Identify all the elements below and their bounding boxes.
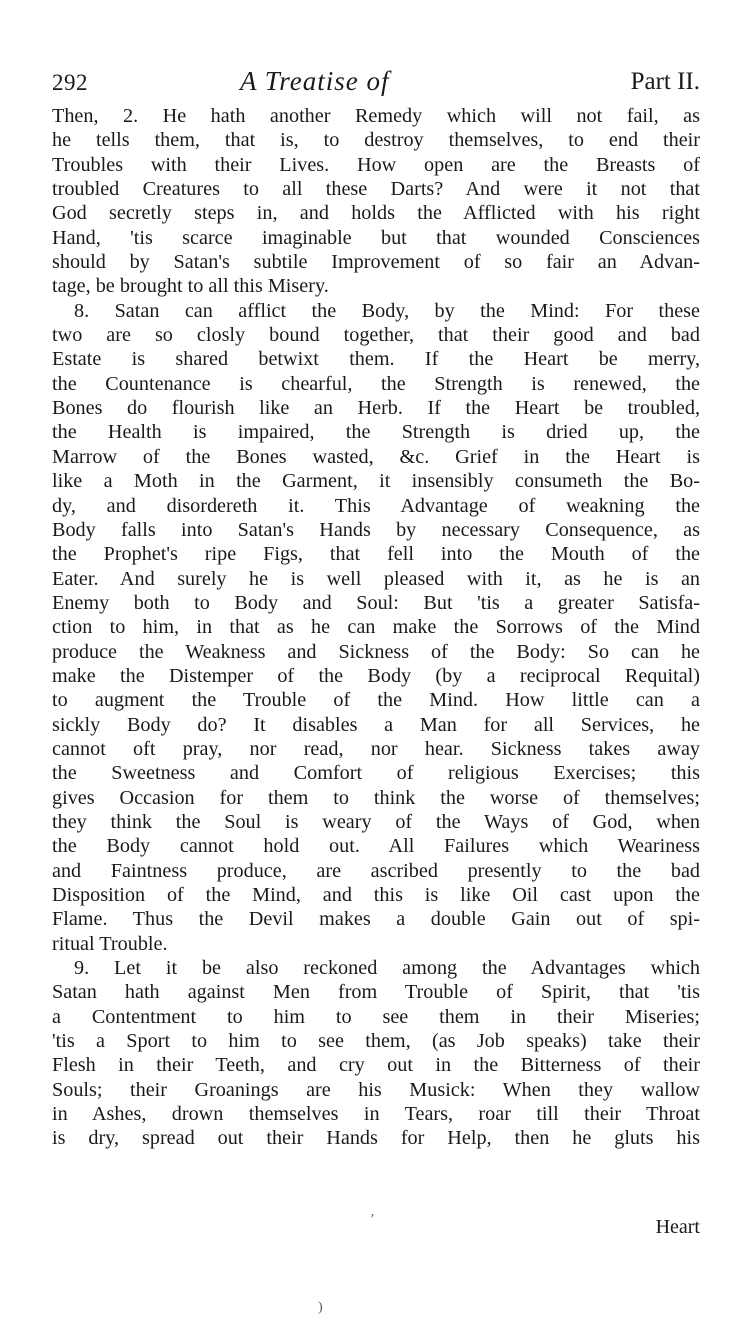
text-line: make the Distemper of the Body (by a reciprocal Requital) xyxy=(52,664,700,687)
text-line: and Faintness produce, are ascribed presently to the bad xyxy=(52,859,700,882)
text-line: tage, be brought to all this Misery. xyxy=(52,275,329,298)
text-line: Eater. And surely he is well pleased with it, as he is an xyxy=(52,567,700,590)
text-line: Marrow of the Bones wasted, &c. Grief in the Heart is xyxy=(52,445,700,468)
text-line: Flesh in their Teeth, and cry out in the Bitterness of their xyxy=(52,1054,700,1077)
text-line: is dry, spread out their Hands for Help, then he gluts his xyxy=(52,1127,700,1150)
catchword: Heart xyxy=(655,1216,700,1238)
text-line: Disposition of the Mind, and this is like Oil cast upon the xyxy=(52,884,700,906)
text-line: like a Moth in the Garment, it insensibly consumeth the Bo- xyxy=(52,470,700,493)
text-line: the Body cannot hold out. All Failures which Weariness xyxy=(52,835,700,858)
text-line: 'tis a Sport to him to see them, (as Job speaks) take their xyxy=(52,1030,700,1053)
paragraph-start-line: 8. Satan can afflict the Body, by the Mind: For these xyxy=(74,299,700,322)
text-line: they think the Soul is weary of the Ways of God, when xyxy=(52,810,700,833)
text-line: gives Occasion for them to think the worse of themselves; xyxy=(52,786,700,809)
text-line: the Sweetness and Comfort of religious Exercises; this xyxy=(52,762,700,785)
text-line: the Prophet's ripe Figs, that fell into the Mouth of the xyxy=(52,543,700,566)
text-line: a Contentment to him to see them in their Miseries; xyxy=(52,1005,700,1028)
paragraph-start-line: 9. Let it be also reckoned among the Advantages which xyxy=(74,957,700,980)
text-line: Estate is shared betwixt them. If the Heart be merry, xyxy=(52,348,700,371)
text-line: Satan hath against Men from Trouble of Spirit, that 'tis xyxy=(52,981,700,1004)
text-line: should by Satan's subtile Improvement of so fair an Advan- xyxy=(52,251,700,274)
text-line: Enemy both to Body and Soul: But 'tis a greater Satisfa- xyxy=(52,591,700,614)
text-line: ction to him, in that as he can make the Sorrows of the Mind xyxy=(52,616,700,639)
text-line: Bones do flourish like an Herb. If the Heart be troubled, xyxy=(52,397,700,420)
text-line: troubled Creatures to all these Darts? And were it not that xyxy=(52,178,700,201)
ink-speck: ) xyxy=(318,1300,323,1315)
page-number: 292 xyxy=(52,70,88,95)
text-line: Troubles with their Lives. How open are the Breasts of xyxy=(52,153,700,176)
text-line: Then, 2. He hath another Remedy which will not fail, as xyxy=(52,105,700,127)
text-line: the Health is impaired, the Strength is dried up, the xyxy=(52,421,700,444)
text-line: Souls; their Groanings are his Musick: When they wallow xyxy=(52,1078,700,1101)
body-text xyxy=(52,104,700,1151)
ink-speck: ’ xyxy=(370,1212,375,1227)
text-line: to augment the Trouble of the Mind. How little can a xyxy=(52,689,700,712)
text-line: produce the Weakness and Sickness of the Body: So can he xyxy=(52,640,700,663)
text-line: ritual Trouble. xyxy=(52,932,168,955)
running-part: Part II. xyxy=(630,68,700,95)
text-line: two are so closly bound together, that their good and bad xyxy=(52,324,700,347)
text-line: he tells them, that is, to destroy themselves, to end their xyxy=(52,129,700,152)
text-line: Body falls into Satan's Hands by necessary Consequence, as xyxy=(52,518,700,541)
text-line: Flame. Thus the Devil makes a double Gain out of spi- xyxy=(52,908,700,931)
text-line: cannot oft pray, nor read, nor hear. Sickness takes away xyxy=(52,737,700,760)
text-line: the Countenance is chearful, the Strength is renewed, the xyxy=(52,372,700,395)
text-line: in Ashes, drown themselves in Tears, roar till their Throat xyxy=(52,1103,700,1126)
text-line: sickly Body do? It disables a Man for all Services, he xyxy=(52,713,700,736)
text-line: Hand, 'tis scarce imaginable but that wounded Consciences xyxy=(52,226,700,249)
running-head xyxy=(52,64,700,100)
text-line: God secretly steps in, and holds the Afflicted with his right xyxy=(52,202,700,225)
text-line: dy, and disordereth it. This Advantage of weakning the xyxy=(52,494,700,517)
running-title: A Treatise of xyxy=(240,66,390,96)
